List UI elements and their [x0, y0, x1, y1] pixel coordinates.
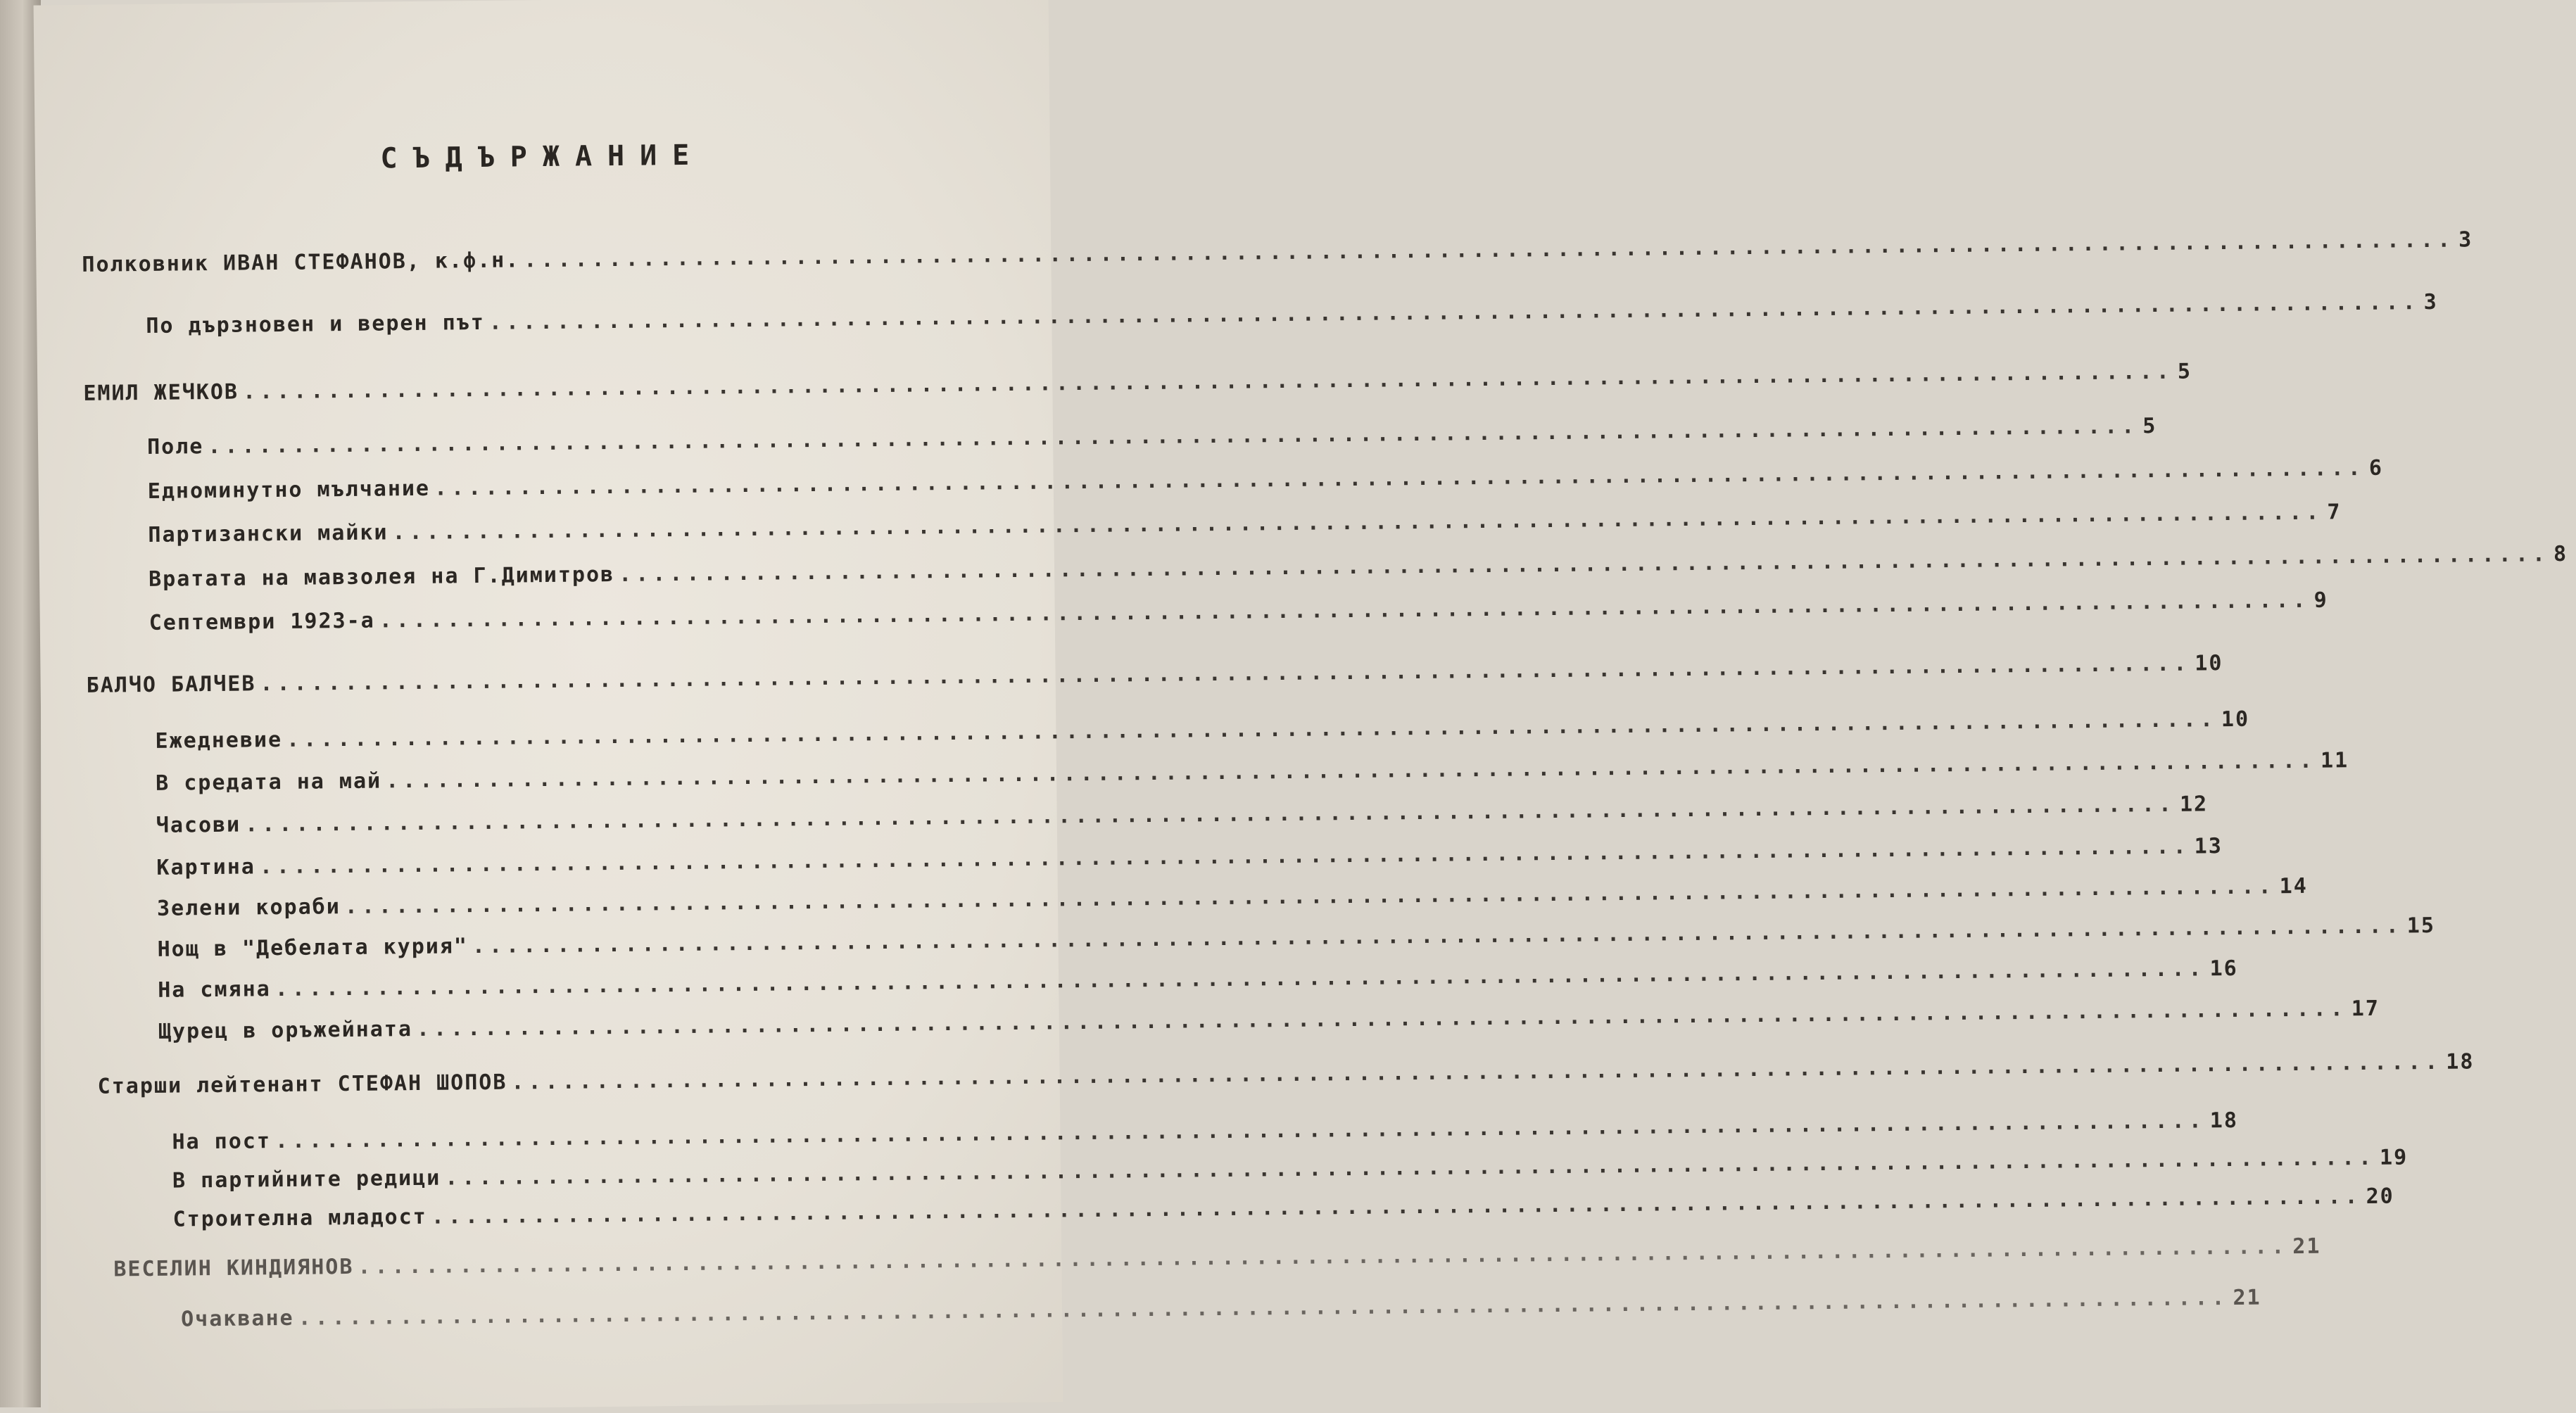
toc-entry-label: Едноминутно мълчание — [147, 476, 431, 504]
toc-entry-author — [83, 359, 2192, 412]
toc-entry-label: Зелени кораби — [156, 894, 341, 921]
adjacent-page-edge — [0, 0, 41, 1407]
toc-page-number: 7 — [2327, 500, 2342, 525]
book-page — [34, 0, 2568, 1412]
toc-entry-author — [82, 227, 2473, 284]
toc-page-number: 18 — [2446, 1049, 2475, 1075]
dot-leader: .................................................................................................................. — [488, 290, 2420, 335]
toc-entry — [146, 414, 2157, 466]
dot-leader: .................................................................................................................. — [431, 1184, 2362, 1229]
toc-entry-label: Ежедневие — [155, 727, 283, 754]
dot-leader: .................................................................................................................. — [358, 1234, 2289, 1279]
page-title: СЪДЪРЖАНИЕ — [380, 139, 705, 175]
toc-entry — [146, 289, 2438, 345]
toc-entry-label: Поле — [146, 434, 204, 460]
toc-entry-label: Картина — [156, 854, 256, 880]
dot-leader: .................................................................................................................. — [242, 359, 2174, 405]
toc-page-number: 8 — [2553, 541, 2568, 567]
toc-entry-label: В средата на май — [155, 768, 382, 796]
toc-entry-label: В партийните редици — [172, 1165, 441, 1193]
dot-leader: .................................................................................................................. — [379, 588, 2310, 633]
toc-page-number: 5 — [2177, 359, 2192, 384]
dot-leader: .................................................................................................................. — [392, 500, 2323, 545]
toc-entry-label: Старши лейтенант СТЕФАН ШОПОВ — [97, 1070, 507, 1099]
dot-leader: .................................................................................................................. — [524, 227, 2455, 273]
dot-leader: .................................................................................................................. — [260, 651, 2191, 697]
toc-page-number: 14 — [2279, 873, 2308, 899]
toc-entry — [172, 1108, 2239, 1161]
toc-entry — [156, 873, 2308, 927]
toc-page-number: 13 — [2194, 834, 2223, 859]
toc-entry-label: ВЕСЕЛИН КИНДИЯНОВ — [113, 1254, 354, 1282]
toc-entry-label: ЕМИЛ ЖЕЧКОВ — [83, 379, 239, 406]
dot-leader: .................................................................................................................. — [434, 455, 2366, 501]
table-of-contents — [34, 0, 2568, 1412]
toc-page-number: 10 — [2195, 651, 2223, 676]
toc-page-number: 9 — [2313, 588, 2328, 613]
dot-leader: .................................................................................................................. — [274, 1108, 2206, 1154]
toc-entry — [155, 748, 2349, 802]
toc-entry — [156, 792, 2209, 844]
toc-entry — [147, 455, 2384, 510]
toc-entry-label: Полковник ИВАН СТЕФАНОВ, к.ф.н. — [82, 248, 520, 277]
toc-entry-label: Септември 1923-а — [149, 608, 375, 635]
dot-leader: .................................................................................................................. — [298, 1286, 2229, 1331]
toc-entry — [158, 996, 2380, 1051]
toc-page-number: 19 — [2379, 1145, 2408, 1170]
toc-entry — [149, 588, 2328, 642]
toc-entry — [156, 834, 2223, 887]
toc-entry — [180, 1285, 2261, 1338]
toc-page-number: 18 — [2209, 1108, 2239, 1134]
toc-page-number: 11 — [2320, 748, 2349, 773]
toc-entry-author — [113, 1234, 2321, 1288]
toc-page-number: 21 — [2233, 1285, 2261, 1310]
toc-entry-label: Партизански майки — [148, 520, 389, 547]
toc-page-number: 20 — [2366, 1184, 2394, 1209]
toc-page-number: 6 — [2368, 455, 2384, 481]
dot-leader: .................................................................................................................. — [344, 874, 2275, 920]
toc-entry — [172, 1184, 2394, 1238]
dot-leader: .................................................................................................................. — [472, 913, 2404, 959]
dot-leader: .................................................................................................................. — [445, 1145, 2376, 1191]
toc-entry-label: БАЛЧО БАЛЧЕВ — [86, 671, 256, 698]
toc-page-number: 21 — [2292, 1234, 2321, 1260]
toc-entry-label: На пост — [172, 1129, 272, 1155]
toc-page-number: 10 — [2221, 706, 2250, 733]
toc-entry — [158, 956, 2238, 1009]
dot-leader: .................................................................................................................. — [511, 1049, 2442, 1095]
toc-page-number: 16 — [2209, 956, 2238, 982]
toc-entry-label: По дързновен и верен път — [146, 310, 485, 338]
toc-page-number: 5 — [2142, 414, 2157, 439]
toc-page-number: 3 — [2458, 227, 2473, 253]
toc-entry-author — [97, 1049, 2475, 1105]
toc-entry — [157, 913, 2436, 968]
toc-page-number: 15 — [2406, 913, 2436, 939]
toc-entry-label: Строителна младост — [172, 1204, 427, 1232]
toc-page-number: 12 — [2179, 792, 2209, 817]
toc-page-number: 17 — [2351, 996, 2380, 1022]
dot-leader: .................................................................................................................. — [208, 414, 2139, 460]
toc-page-number: 3 — [2423, 289, 2438, 315]
toc-entry — [148, 541, 2568, 598]
toc-entry-label: Нощ в "Дебелата курия" — [157, 934, 469, 962]
dot-leader: .................................................................................................................. — [385, 748, 2317, 794]
dot-leader: .................................................................................................................. — [274, 956, 2206, 1002]
dot-leader: .................................................................................................................. — [618, 542, 2550, 587]
dot-leader: .................................................................................................................. — [259, 834, 2190, 880]
toc-entry — [155, 706, 2250, 760]
dot-leader: .................................................................................................................. — [286, 707, 2218, 752]
toc-entry-label: Вратата на мавзолея на Г.Димитров — [148, 562, 615, 592]
toc-entry-label: Щурец в оръжейната — [158, 1017, 413, 1044]
toc-entry-label: Очакване — [180, 1305, 294, 1332]
toc-entry-author — [86, 651, 2223, 704]
dot-leader: .................................................................................................................. — [416, 996, 2347, 1041]
toc-entry-label: Часови — [156, 812, 241, 838]
toc-entry-label: На смяна — [158, 977, 271, 1003]
toc-entry — [148, 500, 2342, 554]
dot-leader: .................................................................................................................. — [244, 792, 2176, 837]
